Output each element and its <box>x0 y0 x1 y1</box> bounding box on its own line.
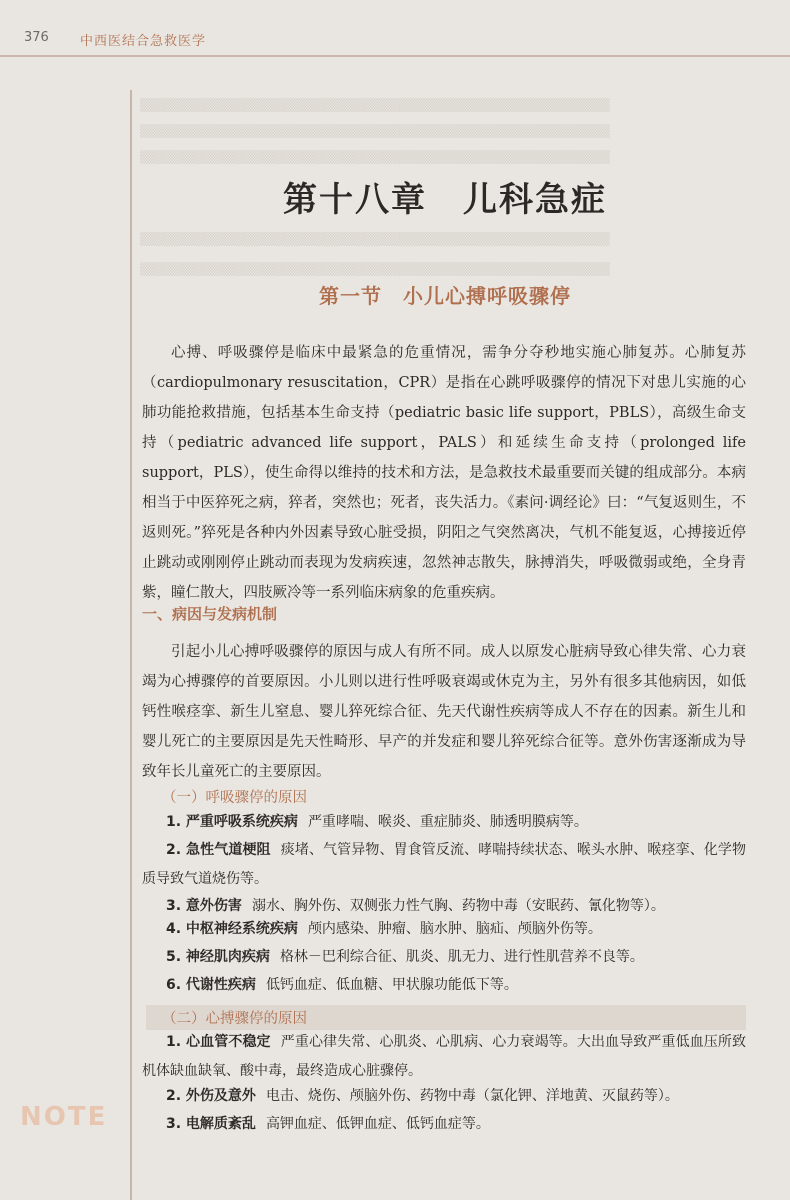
cardiac-heading: （二）心搏骤停的原因 <box>146 1005 746 1030</box>
chapter-title: 第十八章 儿科急症 <box>283 180 607 220</box>
list-item: 4. 中枢神经系统疾病 颅内感染、肿瘤、脑水肿、脑疝、颅脑外伤等。 <box>166 921 602 937</box>
list-item: 2. 急性气道梗阻 痰堵、气管异物、胃食管反流、哮喘持续状态、喉头水肿、喉痉挛、化学物质导致气道烧伤等。 <box>142 842 747 887</box>
etiology-paragraph: 引起小儿心搏呼吸骤停的原因与成人有所不同。成人以原发心脏病导致心律失常、心力衰竭为心搏骤停的首要原因。小儿则以进行性呼吸衰竭或休克为主，另外有很多其他病因，如低钙性喉痉挛、新生儿窒息、婴儿猝死综合征、先天代谢性疾病等成人不存在的因素。新生儿和婴儿死亡的主要原因是先天性畸形、早产的并发症和婴儿猝死综合征等。意外伤害逐渐成为导致年长儿童死亡的主要原因。 <box>142 644 746 780</box>
respiratory-heading: （一）呼吸骤停的原因 <box>162 790 307 806</box>
list-item: 5. 神经肌肉疾病 格林－巴利综合征、肌炎、肌无力、进行性肌营养不良等。 <box>166 949 644 965</box>
bleed-through-line: ▒▒▒▒▒▒▒▒▒▒▒▒▒▒▒▒▒▒▒▒▒▒▒▒▒▒▒▒▒▒▒▒▒▒▒▒▒▒▒▒▒▒▒▒▒▒▒ <box>140 98 610 113</box>
page-number: 376 <box>24 30 49 45</box>
margin-rule <box>130 90 132 1200</box>
header-rule <box>0 55 790 57</box>
bleed-through-line: ▒▒▒▒▒▒▒▒▒▒▒▒▒▒▒▒▒▒▒▒▒▒▒▒▒▒▒▒▒▒▒▒▒▒▒▒▒▒▒▒▒▒▒▒▒▒▒ <box>140 150 610 165</box>
list-item: 3. 意外伤害 溺水、胸外伤、双侧张力性气胸、药物中毒（安眠药、氰化物等）。 <box>166 898 665 914</box>
list-item: 1. 严重呼吸系统疾病 严重哮喘、喉炎、重症肺炎、肺透明膜病等。 <box>166 814 588 830</box>
bleed-through-line: ▒▒▒▒▒▒▒▒▒▒▒▒▒▒▒▒▒▒▒▒▒▒▒▒▒▒▒▒▒▒▒▒▒▒▒▒▒▒▒▒▒▒▒▒▒▒▒ <box>140 124 610 139</box>
list-item: 2. 外伤及意外 电击、烧伤、颅脑外伤、药物中毒（氯化钾、洋地黄、灭鼠药等）。 <box>166 1088 679 1104</box>
list-item: 3. 电解质紊乱 高钾血症、低钾血症、低钙血症等。 <box>166 1116 490 1132</box>
bleed-through-line: ▒▒▒▒▒▒▒▒▒▒▒▒▒▒▒▒▒▒▒▒▒▒▒▒▒▒▒▒▒▒▒▒▒▒▒▒▒▒▒▒▒▒▒▒▒▒▒ <box>140 232 610 247</box>
intro-paragraph: 心搏、呼吸骤停是临床中最紧急的危重情况，需争分夺秒地实施心肺复苏。心肺复苏（cardiopulmonary resuscitation，CPR）是指在心跳呼吸骤停的情况下对患儿实施的心肺功能抢救措施，包括基本生命支持（pediatric basic life support，PBLS），高级生命支持（pediatric advanced life support，PALS）和延续生命支持（prolonged life support，PLS），使生命得以维持的技术和方法，是急救技术最重要而关键的组成部分。本病相当于中医猝死之病，猝者，突然也；死者，丧失活力。《素问·调经论》曰：“气复返则生，不返则死。”猝死是各种内外因素导致心脏受损，阴阳之气突然离决，气机不能复返，心搏接近停止跳动或刚刚停止跳动而表现为发病疾速，忽然神志散失，脉搏消失，呼吸微弱或绝，全身青紫，瞳仁散大，四肢厥冷等一系列临床病象的危重疾病。 <box>142 345 746 601</box>
list-item: 1. 心血管不稳定 严重心律失常、心肌炎、心肌病、心力衰竭等。大出血导致严重低血压所致机体缺血缺氧、酸中毒，最终造成心脏骤停。 <box>142 1034 747 1079</box>
bleed-through-line: ▒▒▒▒▒▒▒▒▒▒▒▒▒▒▒▒▒▒▒▒▒▒▒▒▒▒▒▒▒▒▒▒▒▒▒▒▒▒▒▒▒▒▒▒▒▒▒ <box>140 262 610 277</box>
running-title: 中西医结合急救医学 <box>80 34 207 49</box>
note-label: NOTE <box>20 1102 108 1132</box>
list-item: 6. 代谢性疾病 低钙血症、低血糖、甲状腺功能低下等。 <box>166 977 518 993</box>
section-title: 第一节 小儿心搏呼吸骤停 <box>319 284 571 308</box>
etiology-heading: 一、病因与发病机制 <box>142 605 278 623</box>
